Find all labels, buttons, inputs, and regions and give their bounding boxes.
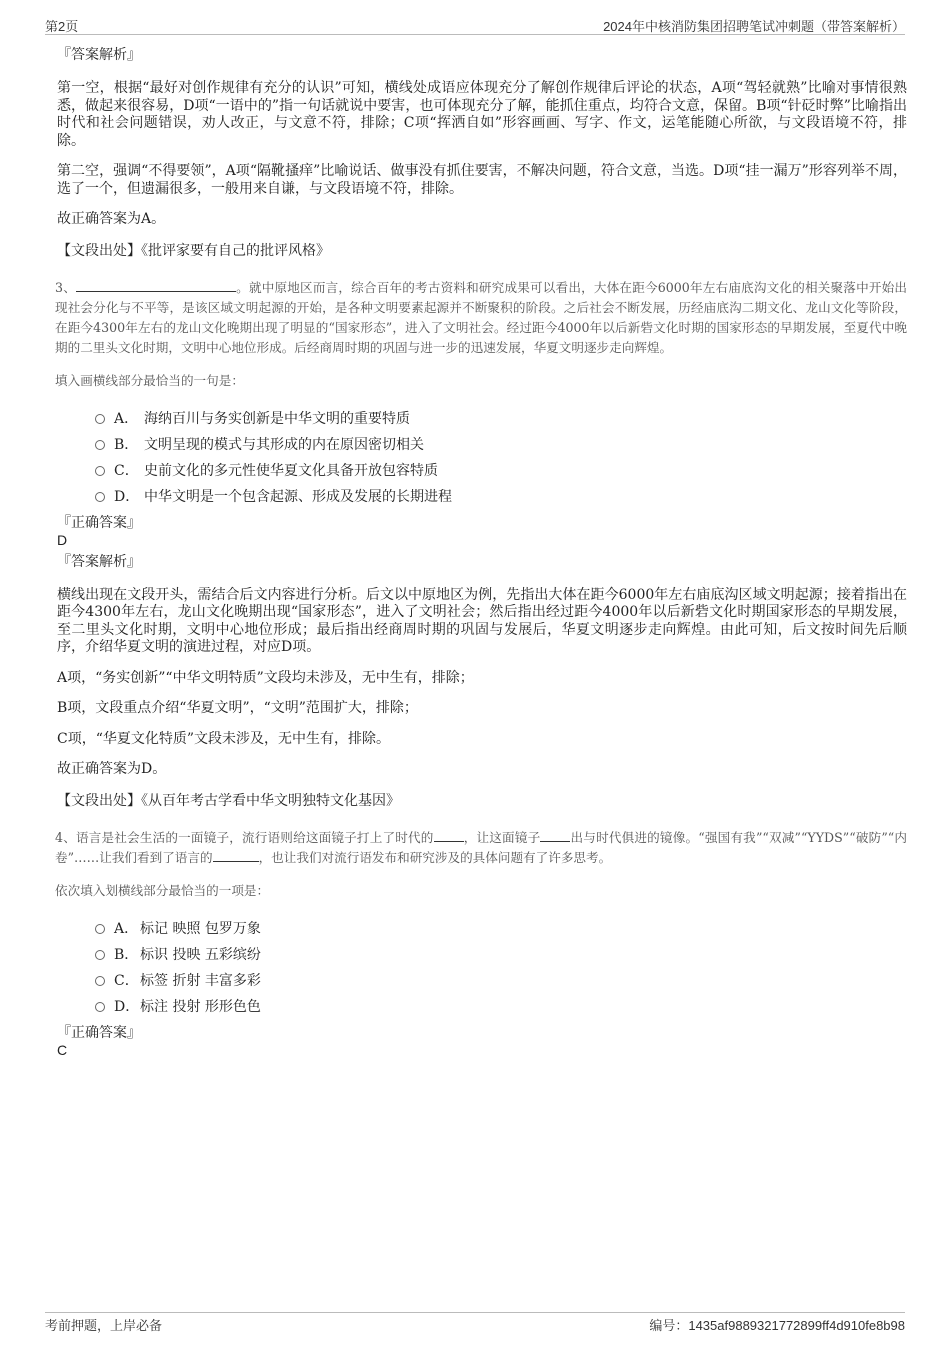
answer-value: C (57, 1041, 68, 1058)
radio-icon[interactable] (95, 950, 105, 960)
option-letter: D． (114, 998, 140, 1015)
option-c[interactable] (95, 458, 907, 484)
option-text: 史前文化的多元性使华夏文化具备开放包容特质 (144, 462, 438, 479)
analysis-paragraph: B项，文段重点介绍“华夏文明”，“文明”范围扩大，排除； (57, 700, 418, 716)
analysis-paragraph: 故正确答案为A。 (57, 211, 166, 227)
radio-icon[interactable] (95, 1002, 105, 1012)
radio-icon[interactable] (95, 976, 105, 986)
question-text (55, 278, 907, 358)
radio-icon[interactable] (95, 414, 105, 424)
question-passage: 。就中原地区而言，综合百年的考古资料和研究成果可以看出，大体在距今6000年左右庙底沟文化的相关聚落中开始出现社会分化与不平等，是该区域文明起源的开始，是各种文明要素起源并不断聚积的阶段。之后社会不断发展，历经庙底沟二期文化、龙山文化等阶段，在距今4300年左右的龙山文化晚期出现了明显的“国家形态”，进入了文明社会。经过距今4000年以后新砦文化时期的国家形态的早期发展，至夏代中晚期的二里头文化时期，文明中心地位形成。后经商周时期的巩固与进一步的迅速发展，华夏文明逐步走向辉煌。 (55, 279, 907, 355)
option-letter: D． (114, 488, 140, 505)
q2-analysis (57, 46, 907, 260)
question-number: 4、 (55, 829, 76, 845)
answer-heading: 『正确答案』 (57, 514, 141, 531)
answer-value: D (57, 531, 68, 548)
source-citation: 【文段出处】《从百年考古学看中华文明独特文化基因》 (57, 792, 400, 809)
radio-icon[interactable] (95, 466, 105, 476)
analysis-heading: 『答案解析』 (57, 553, 141, 570)
option-text: 文明呈现的模式与其形成的内在原因密切相关 (144, 436, 424, 453)
question-text-part: 语言是社会生活的一面镜子，流行语则给这面镜子打上了时代的 (75, 829, 434, 845)
radio-icon[interactable] (95, 492, 105, 502)
option-d[interactable] (95, 484, 907, 510)
analysis-paragraph: 故正确答案为D。 (57, 761, 167, 777)
question-text-part: ，也让我们对流行语发布和研究涉及的具体问题有了许多思考。 (258, 849, 612, 865)
page-number: 第2页 (45, 19, 79, 34)
option-letter: B． (114, 436, 139, 453)
question-number: 3、 (55, 279, 76, 295)
fill-blank (76, 279, 236, 292)
question-3 (57, 278, 907, 810)
footer-slogan: 考前押题，上岸必备 (45, 1318, 163, 1333)
analysis-paragraph: 第一空，根据“最好对创作规律有充分的认识”可知，横线处成语应体现充分了解创作规律后评论的状态，A项“驾轻就熟”比喻对事情很熟悉，做起来很容易，D项“一语中的”指一句话就说中要害，也可体现充分了解，能抓住重点，均符合文意，保留。B项“针砭时弊”比喻指出时代和社会问题错误，劝人改正，与文意不符，排除；C项“挥洒自如”形容画画、写字、作文，运笔能随心所欲，与文段语境不符，排除。 (57, 80, 907, 149)
question-4 (57, 828, 907, 1059)
radio-icon[interactable] (95, 440, 105, 450)
analysis-paragraph: 横线出现在文段开头，需结合后文内容进行分析。后文以中原地区为例，先指出大体在距今6000年左右庙底沟区域文明起源；接着指出在距今4300年左右，龙山文化晚期出现“国家形态”，进入了文明社会；然后指出经过距今4000年以后新砦文化时期国家形态的早期发展，至二里头文化时期，文明中心地位形成；最后指出经商周时期的巩固与发展后，华夏文明逐步走向辉煌。由此可知，后文按时间先后顺序，介绍华夏文明的演进过程，对应D项。 (57, 586, 907, 655)
analysis-paragraph: A项，“务实创新”“中华文明特质”文段均未涉及，无中生有，排除； (57, 669, 474, 686)
option-b[interactable] (95, 942, 907, 968)
question-instruction: 依次填入划横线部分最恰当的一项是： (55, 882, 270, 898)
option-text: 中华文明是一个包含起源、形成及发展的长期进程 (144, 488, 452, 505)
option-text: 海纳百川与务实创新是中华文明的重要特质 (144, 410, 410, 427)
option-letter: A． (114, 920, 139, 937)
option-a[interactable] (95, 916, 907, 942)
question-text (55, 828, 907, 868)
option-letter: C． (114, 972, 139, 989)
page-content (57, 46, 907, 1063)
question-instruction: 填入画横线部分最恰当的一句是： (55, 372, 244, 388)
question-text-part: ，让这面镜子 (463, 829, 541, 845)
option-letter: A． (114, 410, 139, 427)
option-c[interactable] (95, 968, 907, 994)
option-text: 标签 折射 丰富多彩 (140, 972, 261, 989)
option-text: 标识 投映 五彩缤纷 (140, 946, 261, 963)
answer-heading: 『正确答案』 (57, 1024, 141, 1041)
fill-blank (213, 849, 259, 862)
question-text-part: 出与时代俱进的镜像。“强国有我”“双减”“YYDS”“破防”“内卷”……让我们看到了语言的 (55, 829, 908, 865)
document-serial: 编号：1435af9889321772899ff4d910fe8b98 (649, 1318, 905, 1333)
source-citation: 【文段出处】《批评家要有自己的批评风格》 (57, 242, 330, 259)
option-a[interactable] (95, 406, 907, 432)
option-letter: B． (114, 946, 139, 963)
analysis-heading: 『答案解析』 (57, 47, 141, 63)
analysis-paragraph: C项，“华夏文化特质”文段未涉及，无中生有，排除。 (57, 730, 391, 747)
option-letter: C． (114, 462, 139, 479)
option-d[interactable] (95, 994, 907, 1020)
option-list (95, 406, 907, 510)
analysis-paragraph: 第二空，强调“不得要领”，A项“隔靴搔痒”比喻说话、做事没有抓住要害，不解决问题，符合文意，当选。D项“挂一漏万”形容列举不周，选了一个，但遗漏很多，一般用来自谦，与文段语境不符，排除。 (57, 163, 907, 197)
fill-blank (540, 829, 570, 842)
option-text: 标记 映照 包罗万象 (140, 920, 261, 937)
option-text: 标注 投射 形形色色 (140, 998, 261, 1015)
option-list (95, 916, 907, 1020)
document-title: 2024年中核消防集团招聘笔试冲刺题（带答案解析） (603, 19, 905, 34)
page-header (45, 14, 905, 35)
radio-icon[interactable] (95, 924, 105, 934)
option-b[interactable] (95, 432, 907, 458)
fill-blank (434, 829, 464, 842)
page-footer (45, 1312, 905, 1333)
